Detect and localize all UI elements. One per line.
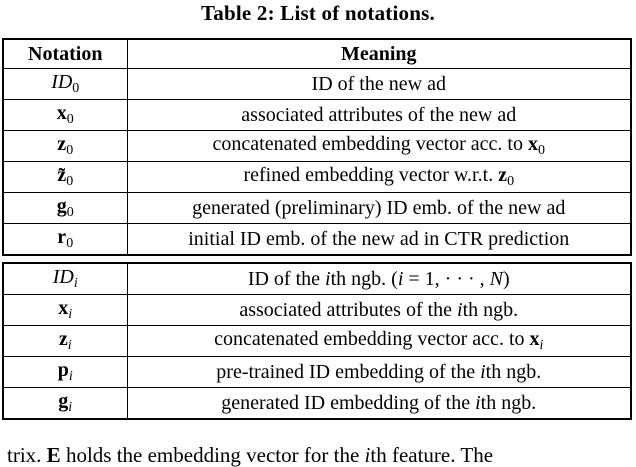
table-row bbox=[3, 162, 631, 193]
text-segment: = 1, · · · , bbox=[403, 267, 490, 290]
meaning-cell bbox=[127, 388, 631, 420]
meaning-cell bbox=[127, 100, 631, 131]
text-segment: th ngb. ( bbox=[330, 267, 398, 290]
text-segment: z bbox=[58, 328, 68, 350]
text-segment: x bbox=[56, 102, 67, 124]
text-segment: refined embedding vector w.r.t. bbox=[243, 164, 499, 186]
text-segment: i bbox=[397, 267, 404, 290]
text-segment: N bbox=[489, 267, 503, 290]
meaning-cell bbox=[127, 162, 631, 193]
notation-cell bbox=[3, 326, 127, 357]
table-section-new-ad bbox=[2, 38, 632, 256]
text-segment: x bbox=[58, 297, 69, 319]
notation-cell bbox=[3, 263, 127, 295]
table-section-neighbors bbox=[2, 262, 632, 420]
text-segment: i bbox=[475, 391, 481, 414]
text-segment: i bbox=[73, 276, 78, 291]
text-segment: 0 bbox=[507, 174, 515, 189]
notation-cell bbox=[3, 295, 127, 326]
text-segment: 0 bbox=[66, 236, 74, 251]
text-segment: ID of the bbox=[247, 267, 326, 290]
text-segment: 0 bbox=[66, 143, 74, 158]
text-segment: holds the embedding vector for the bbox=[60, 443, 365, 467]
meaning-cell bbox=[127, 357, 631, 388]
text-segment: trix. bbox=[7, 443, 47, 467]
col-header-meaning: Meaning bbox=[127, 39, 631, 69]
text-segment: ID bbox=[51, 71, 73, 93]
text-segment: ID bbox=[52, 266, 74, 288]
text-segment: th ngb. bbox=[462, 298, 519, 321]
meaning-cell bbox=[127, 69, 631, 100]
text-segment: i bbox=[68, 400, 73, 415]
table-row bbox=[3, 193, 631, 224]
text-segment: initial ID emb. of the new ad in CTR prediction bbox=[188, 227, 570, 250]
meaning-cell bbox=[127, 326, 631, 357]
table-row bbox=[3, 263, 631, 295]
table-row bbox=[3, 326, 631, 357]
text-segment: ID of the new ad bbox=[311, 72, 446, 95]
table-row bbox=[3, 388, 631, 420]
text-segment: i bbox=[457, 298, 463, 321]
text-segment: th ngb. bbox=[485, 360, 542, 383]
notation-cell bbox=[3, 357, 127, 388]
table-row bbox=[3, 100, 631, 131]
text-segment: generated ID embedding of the bbox=[221, 391, 476, 414]
text-segment: th feature. The bbox=[370, 443, 494, 467]
text-segment: z bbox=[57, 133, 67, 155]
meaning-cell bbox=[127, 193, 631, 224]
text-segment: associated attributes of the new ad bbox=[241, 103, 517, 126]
text-segment: i bbox=[68, 307, 73, 322]
text-segment: 0 bbox=[66, 205, 74, 220]
text-segment: pre-trained ID embedding of the bbox=[216, 360, 481, 383]
notations-table bbox=[2, 38, 632, 420]
text-segment: i bbox=[68, 369, 73, 384]
text-segment: 0 bbox=[66, 112, 74, 127]
clipped-body-text bbox=[7, 443, 636, 467]
text-segment: 0 bbox=[66, 174, 74, 189]
text-segment: i bbox=[364, 443, 371, 467]
text-segment: E bbox=[46, 443, 61, 467]
meaning-cell bbox=[127, 224, 631, 256]
text-segment: generated (preliminary) ID emb. of the new ad bbox=[192, 196, 566, 219]
notation-cell bbox=[3, 69, 127, 100]
table-row bbox=[3, 295, 631, 326]
text-segment: concatenated embedding vector acc. to bbox=[214, 328, 530, 350]
text-segment: i bbox=[325, 267, 331, 290]
table-row bbox=[3, 224, 631, 256]
table-caption: Table 2: List of notations. bbox=[201, 1, 435, 25]
text-segment: concatenated embedding vector acc. to bbox=[212, 133, 528, 155]
text-segment: z̃ bbox=[57, 164, 67, 186]
text-segment: associated attributes of the bbox=[239, 298, 458, 321]
header-row bbox=[3, 39, 631, 69]
text-segment: 0 bbox=[537, 143, 545, 158]
text-segment: r bbox=[57, 226, 67, 248]
text-segment: th ngb. bbox=[480, 391, 537, 414]
meaning-cell bbox=[127, 295, 631, 326]
text-segment: i bbox=[480, 360, 486, 383]
text-segment: 0 bbox=[72, 81, 80, 96]
meaning-cell bbox=[127, 131, 631, 162]
col-header-notation: Notation bbox=[3, 39, 127, 69]
text-segment: i bbox=[539, 338, 544, 353]
text-segment: g bbox=[56, 195, 67, 217]
table-row bbox=[3, 131, 631, 162]
notation-cell bbox=[3, 388, 127, 420]
notation-cell bbox=[3, 224, 127, 256]
text-segment: x bbox=[529, 328, 540, 350]
text-segment: ) bbox=[502, 267, 510, 290]
meaning-cell bbox=[127, 263, 631, 295]
notation-cell bbox=[3, 193, 127, 224]
text-segment: z bbox=[498, 164, 508, 186]
notation-cell bbox=[3, 100, 127, 131]
table-row bbox=[3, 69, 631, 100]
text-segment: g bbox=[58, 390, 69, 412]
table-row bbox=[3, 357, 631, 388]
notation-cell bbox=[3, 162, 127, 193]
text-segment: x bbox=[527, 133, 538, 155]
text-segment: p bbox=[57, 359, 69, 381]
text-segment: i bbox=[67, 338, 72, 353]
notation-cell bbox=[3, 131, 127, 162]
